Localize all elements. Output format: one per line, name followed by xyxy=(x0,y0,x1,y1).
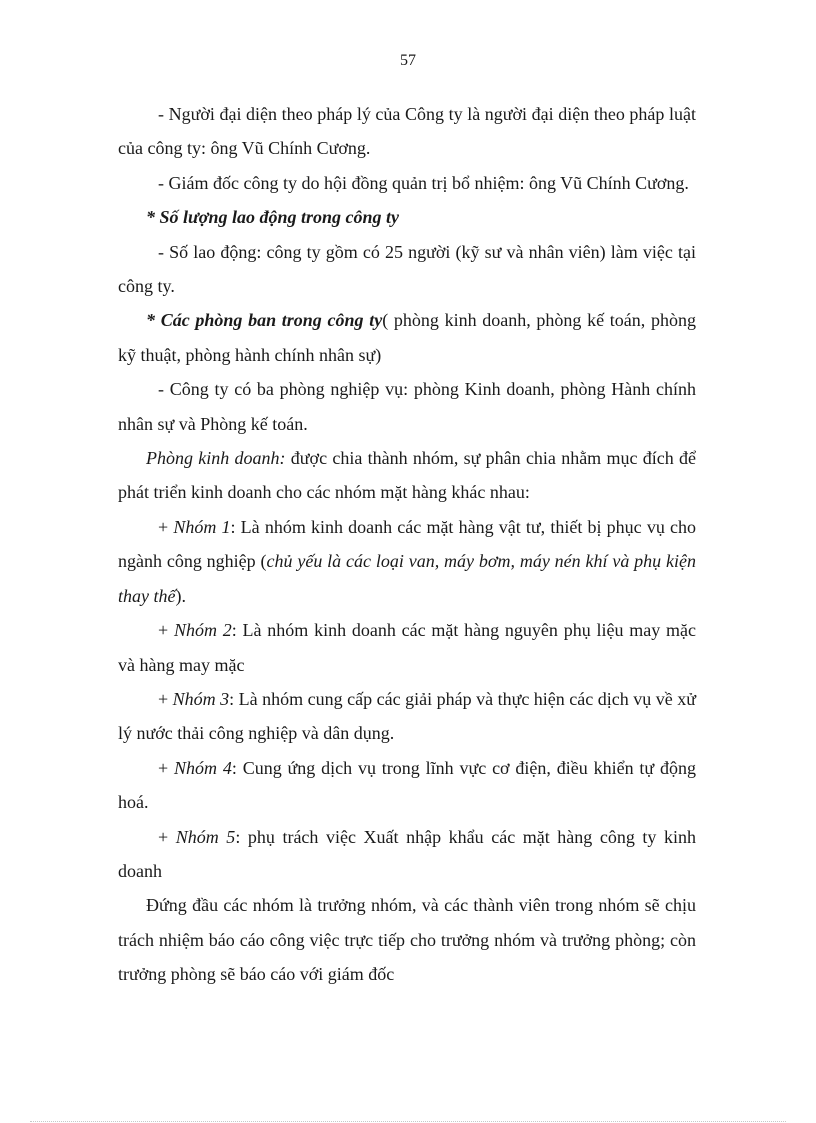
group-5-text: : phụ trách việc Xuất nhập khẩu các mặt hàng công ty kinh doanh xyxy=(118,826,696,881)
bullet-plus: + xyxy=(158,757,174,778)
paragraph-three-departments: - Công ty có ba phòng nghiệp vụ: phòng Kinh doanh, phòng Hành chính nhân sự và Phòng kế toán. xyxy=(118,379,696,434)
paragraph-labor-count: - Số lao động: công ty gồm có 25 người (kỹ sư và nhân viên) làm việc tại công ty. xyxy=(118,241,696,297)
paragraph-group-5 xyxy=(118,820,696,889)
paragraph-departments xyxy=(118,303,696,372)
group-1-label: Nhóm 1 xyxy=(173,516,231,537)
paragraph-director: - Giám đốc công ty do hội đồng quản trị bổ nhiệm: ông Vũ Chính Cương. xyxy=(158,172,689,193)
paragraph-group-2 xyxy=(118,613,696,682)
paragraph-group-3 xyxy=(118,682,696,751)
paragraph-group-1 xyxy=(118,510,696,613)
page-number: 57 xyxy=(400,52,416,69)
paragraph-group-4 xyxy=(118,751,696,820)
group-3-text: : Là nhóm cung cấp các giải pháp và thực hiện các dịch vụ về xử lý nước thải công nghiệp và dân dụng. xyxy=(118,688,697,744)
group-2-label: Nhóm 2 xyxy=(173,620,232,641)
group-3-label: Nhóm 3 xyxy=(172,688,230,709)
bullet-plus: + xyxy=(158,620,174,641)
paragraph-legal-representative: - Người đại diện theo pháp lý của Công ty là người đại diện theo pháp luật của công ty: ông Vũ Chính Cương. xyxy=(118,104,696,159)
group-5-label: Nhóm 5 xyxy=(175,826,236,847)
group-1-end: ). xyxy=(175,585,186,606)
sales-dept-text: được chia thành nhóm, sự phân chia nhằm mục đích để phát triển kinh doanh cho các nhóm mặt hàng khác nhau: xyxy=(118,448,696,503)
document-body xyxy=(118,97,696,992)
group-2-text: : Là nhóm kinh doanh các mặt hàng nguyên phụ liệu may mặc và hàng may mặc xyxy=(118,620,696,675)
group-1-italic: chủ yếu là các loại van, máy bơm, máy nén khí và phụ kiện thay thế xyxy=(118,551,697,606)
bullet-plus: + xyxy=(158,688,173,709)
bullet-plus: + xyxy=(158,826,176,847)
paragraph-sales-dept xyxy=(118,441,696,510)
paragraph-group-leaders: Đứng đầu các nhóm là trưởng nhóm, và các thành viên trong nhóm sẽ chịu trách nhiệm báo cáo công việc trực tiếp cho trưởng nhóm và trưởng phòng; còn trưởng phòng sẽ báo cáo với giám đốc xyxy=(118,895,696,985)
group-4-text: : Cung ứng dịch vụ trong lĩnh vực cơ điện, điều khiển tự động hoá. xyxy=(118,757,697,813)
group-1-text: : Là nhóm kinh doanh các mặt hàng vật tư, thiết bị phục vụ cho ngành công nghiệp ( xyxy=(118,516,696,572)
page-bottom-rule xyxy=(30,1121,786,1122)
departments-list: ( phòng kinh doanh, phòng kế toán, phòng kỹ thuật, phòng hành chính nhân sự) xyxy=(118,310,696,365)
sales-dept-label: Phòng kinh doanh: xyxy=(146,448,286,469)
bullet-plus: + xyxy=(158,516,174,537)
heading-labor-count: * Số lượng lao động trong công ty xyxy=(146,207,399,228)
heading-departments: * Các phòng ban trong công ty xyxy=(146,310,383,331)
group-4-label: Nhóm 4 xyxy=(174,757,232,778)
